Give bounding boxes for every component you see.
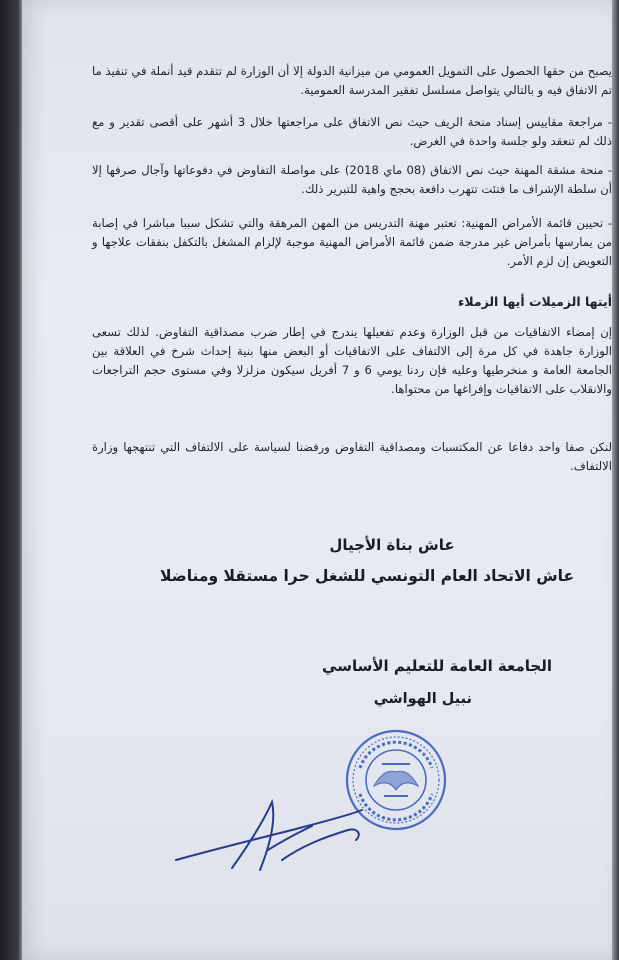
paragraph-agreements xyxy=(92,323,612,399)
slogan-union: عاش الاتحاد العام التونسي للشغل حرا مستقلا ومناضلا xyxy=(159,567,575,585)
paragraph-funding xyxy=(92,62,612,100)
document-page xyxy=(22,0,612,960)
paragraph-rural-grant xyxy=(92,113,612,151)
paragraph-hardship-grant xyxy=(92,161,612,199)
signatory-name: نبيل الهواشي xyxy=(373,691,472,707)
paragraph-text: - تحيين قائمة الأمراض المهنية: تعتبر مهنة التدريس من المهن المرهقة والتي تشكل سببا مباشرا في إصابة من يمارسها بأمراض غير مدرجة ضمن قائمة الأمراض المهنية موجبة لإلزام المشغل بالتكفل بنفقات علاجها و التعويض إن لزم الأمر. xyxy=(92,216,612,268)
paragraph-text: - مراجعة مقاييس إسناد منحة الريف حيث نص الاتفاق على مراجعتها خلال 3 أشهر على أقصى تقدير و مع ذلك لم تنعقد ولو جلسة واحدة في الغرض. xyxy=(92,115,612,148)
paragraph-call-to-unity xyxy=(92,438,612,476)
slogan-teachers: عاش بناة الأجيال xyxy=(329,536,455,554)
paragraph-text: إن إمضاء الاتفاقيات من قبل الوزارة وعدم تفعيلها يندرج في إطار ضرب مصداقية التفاوض. لذلك تسعى الوزارة جاهدة في كل مرة إلى الالتفاف على الاتفاقيات أو البعض منها بنية إحداث شرخ في العلاقة بين الجامعة العامة و منخرطيها وعليه فإن ردنا يومي 6 و 7 أفريل سيكون مزلزلا وفي مستوى حجم التراجعات والانقلاب على الاتفاقيات وإفراغها من محتواها. xyxy=(92,325,612,396)
section-heading: أيتها الزميلات أيها الزملاء xyxy=(457,294,612,309)
handwritten-signature-icon xyxy=(172,790,412,880)
paragraph-text: - منحة مشقة المهنة حيث نص الاتفاق (08 ماي 2018) على مواصلة التفاوض في دفوعاتها وآجال صرفها إلا أن سلطة الإشراف ما فتئت تتهرب دافعة بحجج واهية للتبرير ذلك. xyxy=(92,163,612,196)
paragraph-text: يصبح من حقها الحصول على التمويل العمومي من ميزانية الدولة إلا أن الوزارة لم تتقدم قيد أنملة في تنفيذ ما تم الاتفاق فيه و بالتالي يتواصل مسلسل تفقير المدرسة العمومية. xyxy=(92,64,612,97)
signing-organization: الجامعة العامة للتعليم الأساسي xyxy=(322,657,552,675)
paragraph-text: لنكن صفا واحد دفاعا عن المكتسبات ومصداقية التفاوض ورفضنا لسياسة على الالتفاف التي تنتهجها وزارة الالتفاف. xyxy=(92,440,612,473)
paragraph-occupational-diseases xyxy=(92,214,612,271)
